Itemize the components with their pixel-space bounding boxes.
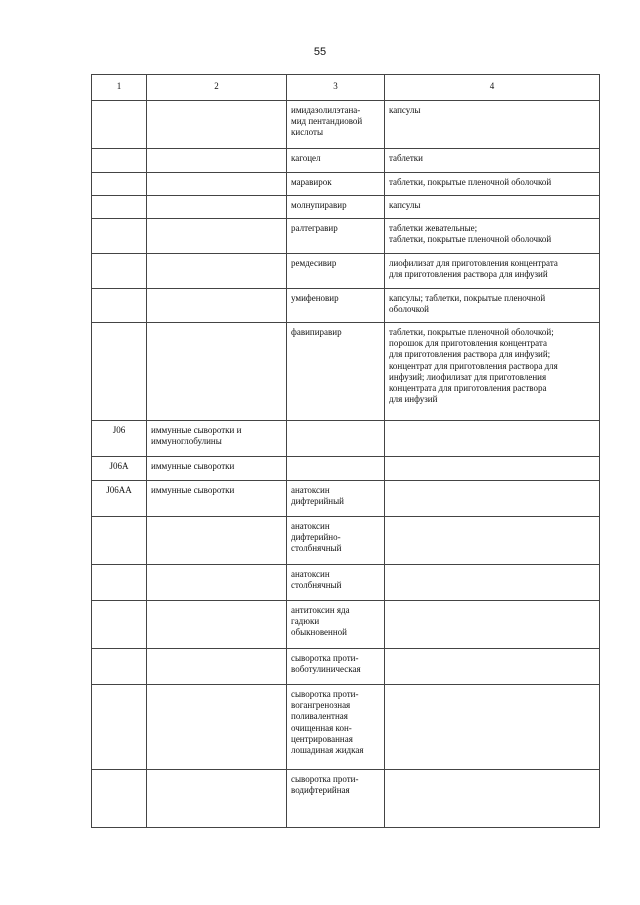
dosage-form-cell [385, 517, 600, 565]
group-cell [147, 219, 287, 254]
table-row [92, 173, 600, 196]
table-row [92, 101, 600, 149]
group-cell [147, 323, 287, 421]
group-cell [147, 173, 287, 196]
group-cell [147, 770, 287, 828]
drug-name-cell [287, 421, 385, 457]
dosage-form-cell: лиофилизат для приготовления концентрата для приготовления раствора для инфузий [385, 254, 600, 289]
group-cell [147, 565, 287, 601]
page-number: 55 [313, 46, 327, 58]
drug-name-cell: маравирок [287, 173, 385, 196]
table-header-row [92, 75, 600, 101]
table-row [92, 685, 600, 770]
table-row [92, 565, 600, 601]
atc-code-cell [92, 173, 147, 196]
drug-name-cell [287, 457, 385, 481]
atc-code-cell [92, 517, 147, 565]
dosage-form-cell: таблетки, покрытые пленочной оболочкой [385, 173, 600, 196]
drug-name-cell: сыворотка проти- воботулиническая [287, 649, 385, 685]
dosage-form-cell [385, 601, 600, 649]
dosage-form-cell [385, 770, 600, 828]
table-row [92, 770, 600, 828]
group-cell [147, 289, 287, 323]
drug-name-cell: фавипиравир [287, 323, 385, 421]
table-row [92, 289, 600, 323]
dosage-form-cell [385, 649, 600, 685]
header-col-2: 2 [147, 75, 287, 101]
atc-code-cell [92, 101, 147, 149]
atc-code-cell [92, 601, 147, 649]
atc-code-cell [92, 196, 147, 219]
header-col-4: 4 [385, 75, 600, 101]
header-col-1: 1 [92, 75, 147, 101]
dosage-form-cell: таблетки [385, 149, 600, 173]
table-row [92, 457, 600, 481]
atc-code-cell: J06A [92, 457, 147, 481]
dosage-form-cell [385, 481, 600, 517]
group-cell [147, 149, 287, 173]
table-row [92, 323, 600, 421]
group-cell [147, 517, 287, 565]
group-cell [147, 196, 287, 219]
dosage-form-cell: капсулы; таблетки, покрытые пленочной оболочкой [385, 289, 600, 323]
dosage-form-cell: капсулы [385, 196, 600, 219]
table-row [92, 219, 600, 254]
dosage-form-cell: таблетки жевательные; таблетки, покрытые пленочной оболочкой [385, 219, 600, 254]
atc-code-cell: J06 [92, 421, 147, 457]
atc-code-cell [92, 770, 147, 828]
drug-name-cell: анатоксин столбнячный [287, 565, 385, 601]
table-body [92, 101, 600, 828]
table-row [92, 421, 600, 457]
drug-name-cell: сыворотка проти- водифтерийная [287, 770, 385, 828]
table-row [92, 649, 600, 685]
atc-code-cell [92, 254, 147, 289]
atc-code-cell [92, 289, 147, 323]
drug-name-cell: анатоксин дифтерийный [287, 481, 385, 517]
drug-name-cell: ремдесивир [287, 254, 385, 289]
group-cell [147, 649, 287, 685]
atc-code-cell [92, 219, 147, 254]
group-cell [147, 101, 287, 149]
table-row [92, 196, 600, 219]
table-row [92, 601, 600, 649]
group-cell [147, 254, 287, 289]
group-cell: иммунные сыворотки [147, 457, 287, 481]
dosage-form-cell [385, 685, 600, 770]
atc-code-cell [92, 685, 147, 770]
table-row [92, 517, 600, 565]
group-cell: иммунные сыворотки [147, 481, 287, 517]
atc-code-cell [92, 149, 147, 173]
drug-name-cell: ралтегравир [287, 219, 385, 254]
dosage-form-cell [385, 457, 600, 481]
drug-name-cell: антитоксин яда гадюки обыкновенной [287, 601, 385, 649]
drug-name-cell: кагоцел [287, 149, 385, 173]
header-col-3: 3 [287, 75, 385, 101]
group-cell [147, 601, 287, 649]
dosage-form-cell: капсулы [385, 101, 600, 149]
medication-table [91, 74, 600, 828]
dosage-form-cell [385, 565, 600, 601]
drug-name-cell: молнупиравир [287, 196, 385, 219]
drug-name-cell: сыворотка проти- вогангренозная поливалентная очищенная кон- центрированная лошадиная жидкая [287, 685, 385, 770]
drug-name-cell: анатоксин дифтерийно- столбнячный [287, 517, 385, 565]
drug-name-cell: имидазолилэтана- мид пентандиовой кислоты [287, 101, 385, 149]
group-cell [147, 685, 287, 770]
atc-code-cell [92, 565, 147, 601]
table-row [92, 481, 600, 517]
dosage-form-cell [385, 421, 600, 457]
table-row [92, 254, 600, 289]
table-row [92, 149, 600, 173]
drug-name-cell: умифеновир [287, 289, 385, 323]
atc-code-cell [92, 323, 147, 421]
dosage-form-cell: таблетки, покрытые пленочной оболочкой; порошок для приготовления концентрата для приготовления раствора для инфузий; концентрат для приготовления раствора для инфузий; лиофилизат для приготовления концентрата для приготовления раствора для инфузий [385, 323, 600, 421]
atc-code-cell [92, 649, 147, 685]
group-cell: иммунные сыворотки и иммуноглобулины [147, 421, 287, 457]
atc-code-cell: J06AA [92, 481, 147, 517]
